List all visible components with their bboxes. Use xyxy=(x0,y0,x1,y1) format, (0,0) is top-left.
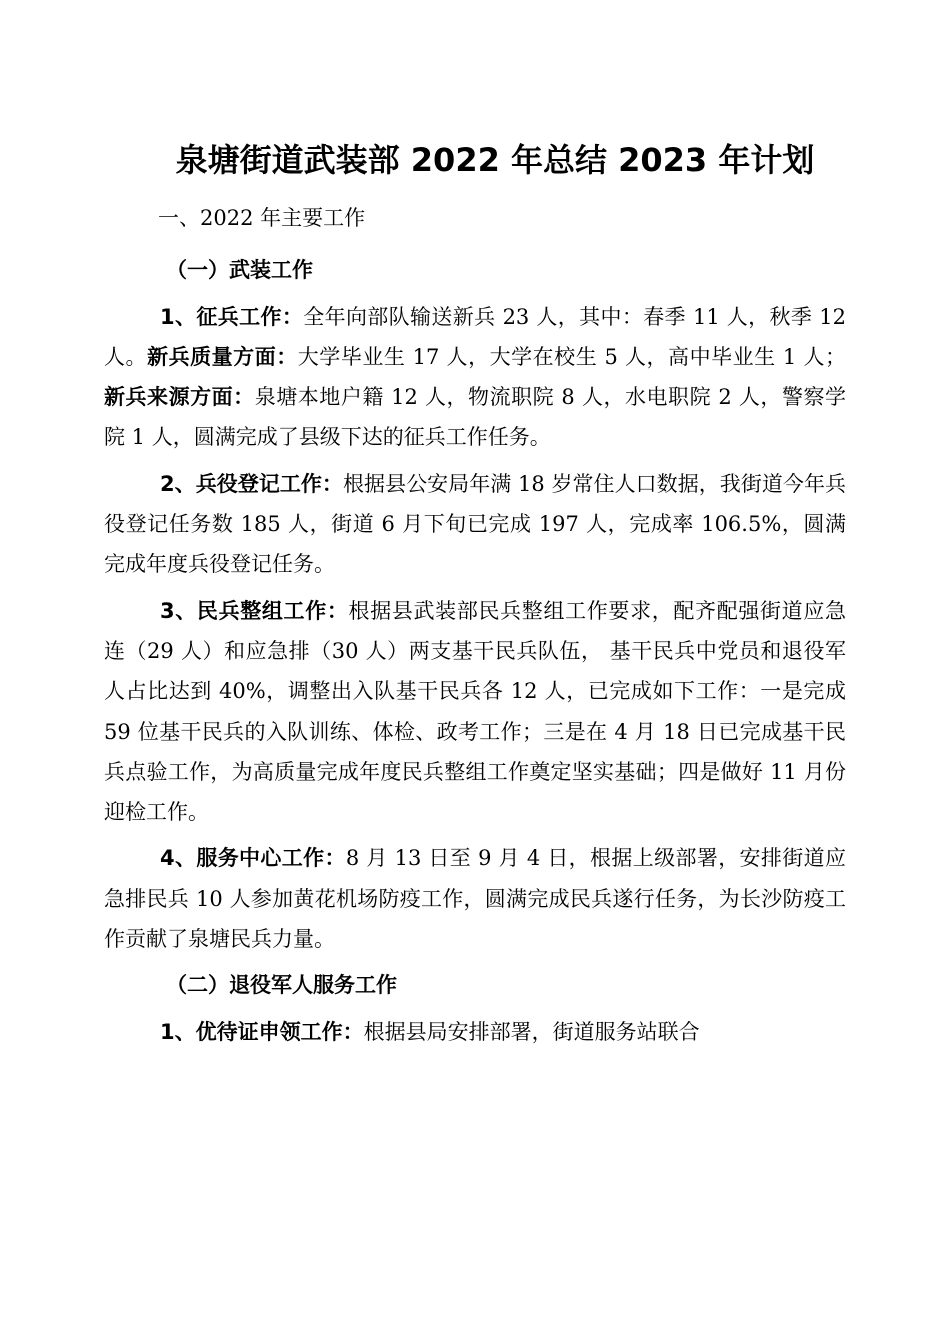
paragraph-text: 大学毕业生 17 人，大学在校生 5 人，高中毕业生 1 人； xyxy=(297,344,847,369)
paragraph-heading: 1、优待证申领工作： xyxy=(160,1019,364,1044)
document-body xyxy=(104,198,846,1058)
paragraph-conscription xyxy=(104,297,846,458)
document-title: 泉塘街道武装部 2022 年总结 2023 年计划 xyxy=(175,141,815,179)
paragraph-heading: 1、征兵工作： xyxy=(160,304,304,329)
paragraph-text: 根据县武装部民兵整组工作要求，配齐配强街道应急连（29 人）和应急排（30 人）两支基干民兵队伍， 基干民兵中党员和退役军人占比达到 40%，调整出入队基干民兵各 12 人，已完成如下工作：一是完成 59 位基干民兵的入队训练、体检、政考工作；三是在 4 月 18 日已完成基干民兵点验工作，为高质量完成年度民兵整组工作奠定坚实基础；四是做好 11 月份迎检工作。 xyxy=(104,598,846,825)
paragraph-text: 根据县公安局年满 18 岁常住人口数据，我街道今年兵役登记任务数 185 人，街道 6 月下旬已完成 197 人，完成率 106.5%，圆满完成年度兵役登记任务。 xyxy=(104,471,846,577)
paragraph-preferential-card xyxy=(104,1012,846,1052)
paragraph-heading: 2、兵役登记工作： xyxy=(160,471,343,496)
subsection-heading-armed-forces: （一）武装工作 xyxy=(166,258,313,283)
paragraph-text: 根据县局安排部署，街道服务站联合 xyxy=(363,1019,700,1044)
paragraph-military-registration xyxy=(104,464,846,585)
inline-bold-source: 新兵来源方面： xyxy=(104,385,255,410)
paragraph-militia-reorganization xyxy=(104,591,846,833)
paragraph-service-center xyxy=(104,838,846,959)
paragraph-heading: 3、民兵整组工作： xyxy=(160,598,349,623)
paragraph-text: 全年向部队输送新兵 23 人，其中：春季 11 人，秋季 12 人。 xyxy=(104,304,846,369)
inline-bold-quality: 新兵质量方面： xyxy=(147,344,298,369)
paragraph-heading: 4、服务中心工作： xyxy=(160,846,346,871)
paragraph-text: 8 月 13 日至 9 月 4 日，根据上级部署，安排街道应急排民兵 10 人参加黄花机场防疫工作，圆满完成民兵遂行任务，为长沙防疫工作贡献了泉塘民兵力量。 xyxy=(104,846,846,952)
section-heading-main-work: 一、2022 年主要工作 xyxy=(158,206,366,230)
subsection-heading-veterans: （二）退役军人服务工作 xyxy=(166,973,397,998)
paragraph-text: 泉塘本地户籍 12 人，物流职院 8 人，水电职院 2 人，警察学院 1 人，圆满完成了县级下达的征兵工作任务。 xyxy=(104,385,846,450)
